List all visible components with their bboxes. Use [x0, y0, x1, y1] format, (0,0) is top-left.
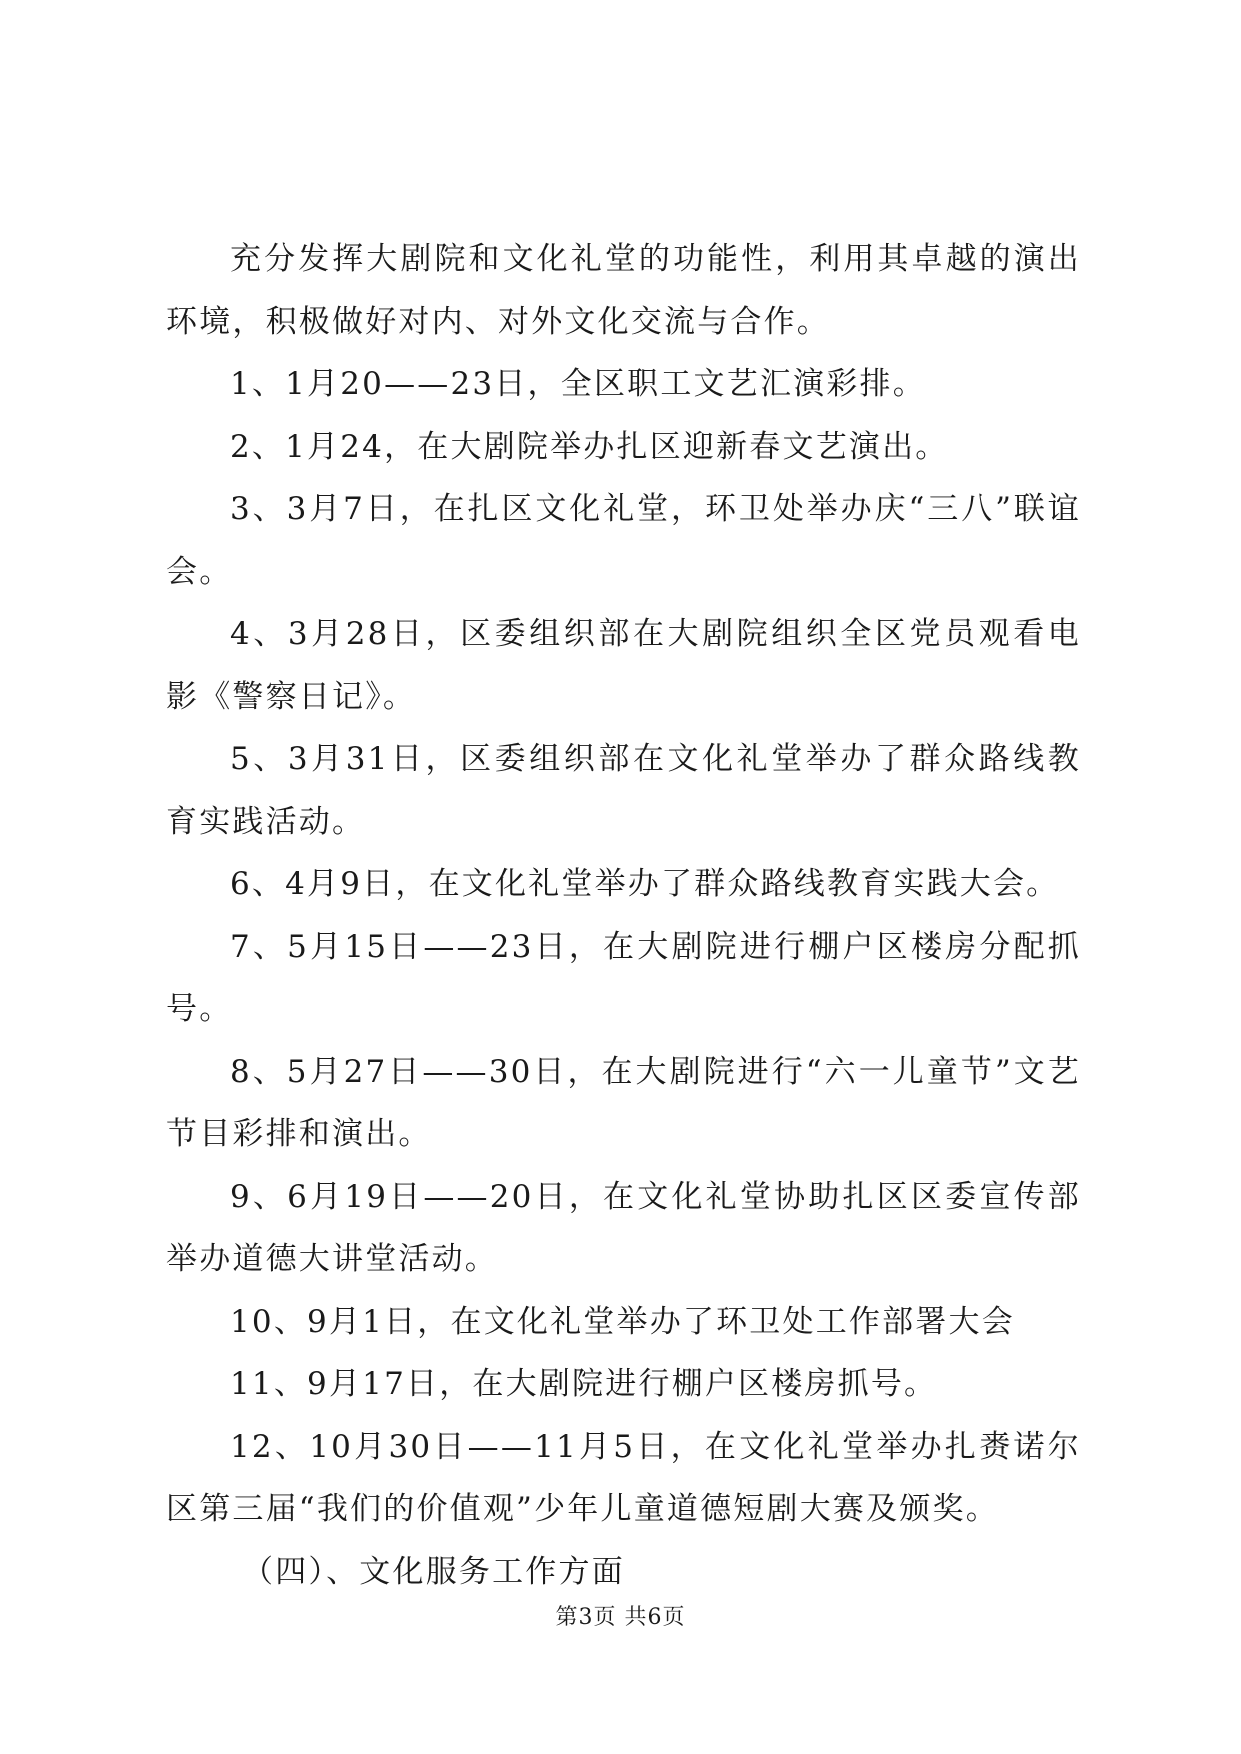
list-item-1: 1、1月20——23日，全区职工文艺汇演彩排。 [230, 366, 926, 402]
list-item-8: 8、5月27日——30日，在大剧院进行“六一儿童节”文艺节目彩排和演出。 [166, 1053, 1081, 1152]
list-item-10: 10、9月1日，在文化礼堂举办了环卫处工作部署大会 [230, 1303, 1015, 1340]
paragraph-intro: 充分发挥大剧院和文化礼堂的功能性，利用其卓越的演出环境，积极做好对内、对外文化交流与合作。 [166, 241, 1081, 340]
list-item-9: 9、6月19日——20日，在文化礼堂协助扎区区委宣传部举办道德大讲堂活动。 [166, 1178, 1081, 1277]
list-item-7: 7、5月15日——23日，在大剧院进行棚户区楼房分配抓号。 [166, 928, 1081, 1027]
list-item-4: 4、3月28日，区委组织部在大剧院组织全区党员观看电影《警察日记》。 [166, 616, 1081, 715]
document-body [166, 228, 1081, 1603]
list-item-3: 3、3月7日，在扎区文化礼堂，环卫处举办庆“三八”联谊会。 [166, 491, 1081, 590]
section-heading: （四）、文化服务工作方面 [242, 1553, 625, 1590]
list-item-11: 11、9月17日，在大剧院进行棚户区楼房抓号。 [230, 1366, 938, 1402]
list-item-6: 6、4月9日，在文化礼堂举办了群众路线教育实践大会。 [230, 866, 1060, 902]
page-number: 第3页 共6页 [555, 1605, 686, 1630]
page-footer [0, 1603, 1241, 1633]
list-item-5: 5、3月31日，区委组织部在文化礼堂举办了群众路线教育实践活动。 [166, 741, 1081, 840]
list-item-12: 12、10月30日——11月5日，在文化礼堂举办扎赉诺尔区第三届“我们的价值观”少年儿童道德短剧大赛及颁奖。 [166, 1428, 1081, 1527]
list-item-2: 2、1月24，在大剧院举办扎区迎新春文艺演出。 [230, 428, 949, 465]
